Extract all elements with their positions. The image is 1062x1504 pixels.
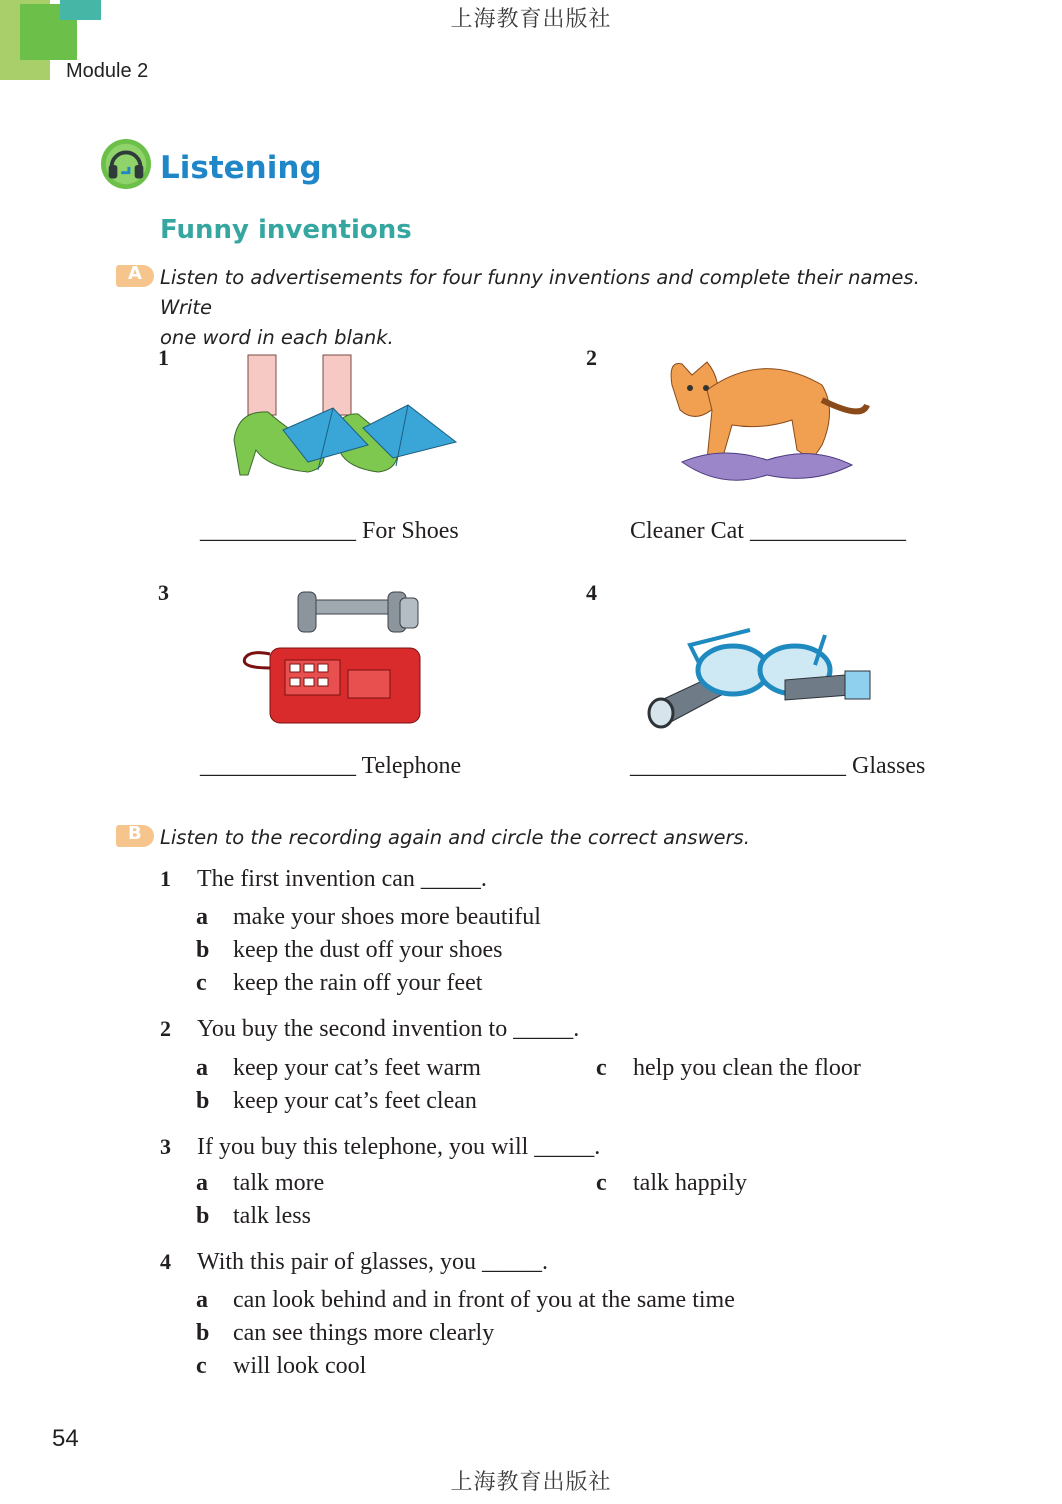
- module-label: Module 2: [66, 60, 149, 82]
- q1-option-c[interactable]: c keep the rain off your feet: [196, 970, 483, 996]
- item-number-1: 1: [158, 345, 169, 370]
- page-number: 54: [52, 1425, 79, 1452]
- q3-option-a[interactable]: a talk more: [196, 1170, 325, 1196]
- part-b-instruction: Listen to the recording again and circle the correct answers.: [160, 826, 750, 849]
- item-2-caption: Cleaner Cat _____________: [630, 518, 906, 544]
- item-number-3: 3: [158, 580, 169, 605]
- q2-option-a[interactable]: a keep your cat’s feet warm: [196, 1055, 481, 1081]
- publisher-header: 上海教育出版社: [450, 7, 612, 32]
- q4-option-c[interactable]: c will look cool: [196, 1353, 367, 1379]
- item-1-blank[interactable]: _____________: [200, 518, 356, 544]
- cat-mops-illustration: [662, 350, 877, 492]
- q4-option-b[interactable]: b can see things more clearly: [196, 1320, 495, 1346]
- item-1-caption: _____________ For Shoes: [200, 518, 459, 544]
- q3-option-b[interactable]: b talk less: [196, 1203, 311, 1229]
- q4-option-a[interactable]: a can look behind and in front of you at the same time: [196, 1287, 735, 1313]
- subtitle: Funny inventions: [160, 215, 412, 245]
- item-number-2: 2: [586, 345, 597, 370]
- dumbbell-telephone-illustration: [240, 588, 425, 736]
- item-4-blank[interactable]: __________________: [630, 753, 846, 779]
- item-3-caption: _____________ Telephone: [200, 753, 462, 779]
- publisher-footer: 上海教育出版社: [450, 1470, 612, 1495]
- headphones-icon: [100, 138, 152, 190]
- q2-option-b[interactable]: b keep your cat’s feet clean: [196, 1088, 477, 1114]
- question-4: 4 With this pair of glasses, you _____.: [160, 1249, 548, 1275]
- item-2-blank[interactable]: _____________: [749, 518, 906, 544]
- item-4-caption: __________________ Glasses: [630, 753, 926, 779]
- question-3: 3 If you buy this telephone, you will _____.: [160, 1134, 601, 1160]
- shoe-umbrellas-illustration: [228, 350, 463, 490]
- q1-option-a[interactable]: a make your shoes more beautiful: [196, 904, 541, 930]
- part-a-tag: A: [116, 265, 154, 287]
- question-2: 2 You buy the second invention to _____.: [160, 1016, 580, 1042]
- q3-option-c[interactable]: c talk happily: [596, 1170, 747, 1196]
- part-b-tag: B: [116, 825, 154, 847]
- section-title: Listening: [160, 150, 322, 186]
- q1-option-b[interactable]: b keep the dust off your shoes: [196, 937, 503, 963]
- corner-decoration-accent: [60, 0, 101, 20]
- item-3-blank[interactable]: _____________: [200, 753, 356, 779]
- periscope-glasses-illustration: [645, 625, 875, 733]
- question-1: 1 The first invention can _____.: [160, 866, 487, 892]
- q2-option-c[interactable]: c help you clean the floor: [596, 1055, 861, 1081]
- item-number-4: 4: [586, 580, 597, 605]
- part-a-instruction: Listen to advertisements for four funny inventions and complete their names. Write one word in each blank.: [160, 266, 920, 349]
